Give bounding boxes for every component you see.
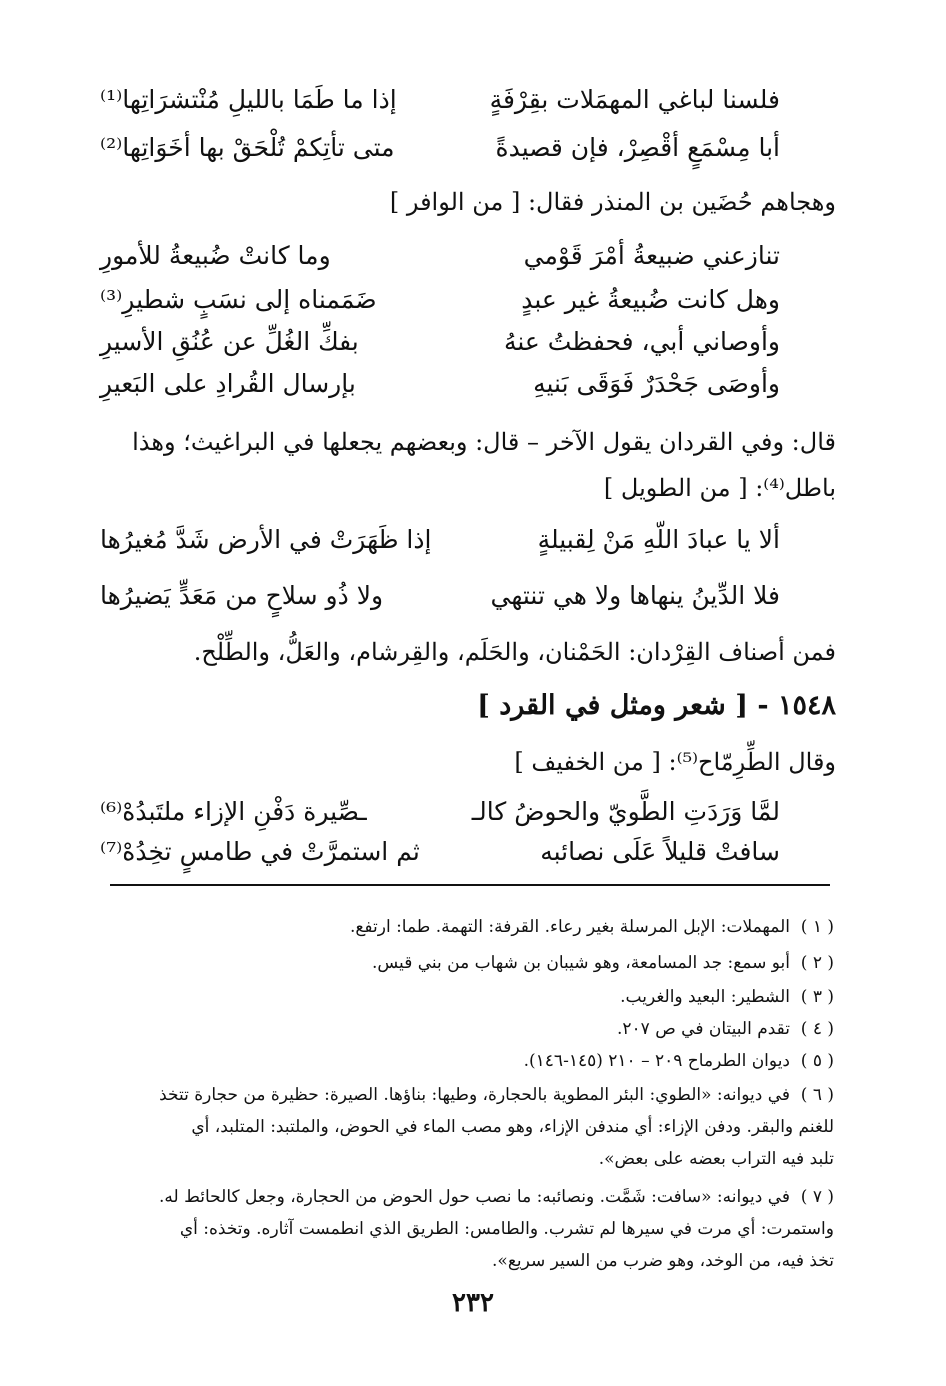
- footnote-text: تقدم البيتان في ص ٢٠٧.: [616, 1019, 790, 1039]
- footnote: [70, 1182, 834, 1278]
- verse-hemistich-first: وأوصاني أبي، فحفظتُ عنهُ: [503, 327, 780, 356]
- footnote-continuation: واستمرت: أي مرت في سيرها لم تشرب. والطامس: الطريق الذي انطمست آثاره. وتخذه: أي: [179, 1219, 834, 1239]
- verse-hemistich-second: إذا ما طَمَا بالليلِ مُنْتشرَاتِها⁽¹⁾: [100, 85, 397, 114]
- verse-hemistich-first: تنازعني ضبيعةُ أمْرَ قَوْمي: [523, 241, 780, 270]
- footnote-text: أبو سمع: جد المسامعة، وهو شيبان بن شهاب من بني قيس.: [371, 953, 790, 973]
- verse-hemistich-second: ولا ذُو سلاحٍ من مَعَدٍّ يَضيرُها: [100, 581, 384, 610]
- verse-line: [100, 520, 780, 560]
- footnote-continuation: تخذ فيه، من الوخد، وهو ضرب من السير سريع».: [492, 1251, 834, 1271]
- footnote-number: ( ٥ ): [800, 1051, 834, 1071]
- verse-hemistich-first: وهل كانت ضُبيعةُ غير عبدٍ: [521, 285, 780, 314]
- verse-hemistich-second: ـصِّيرة دَفْنِ الإزاء ملتَبدُهْ⁽⁶⁾: [100, 797, 367, 826]
- verse-hemistich-first: أبا مِسْمَعٍ أقْصِرْ، فإن قصيدةً: [495, 133, 780, 162]
- prose-line: باطل⁽⁴⁾: [ من الطويل ]: [603, 474, 836, 502]
- verse-hemistich-first: فلا الدِّينُ ينهاها ولا هي تنتهي: [490, 581, 780, 610]
- verse-line: [100, 576, 780, 616]
- verse-hemistich-second: متى تأتِكمْ تُلْحَقْ بها أخَوَاتِها⁽²⁾: [100, 133, 395, 162]
- verse-line: [100, 128, 780, 168]
- footnote-text: المهملات: الإبل المرسلة بغير رعاء. القرفة: التهمة. طما: ارتفع.: [349, 917, 790, 937]
- verse-hemistich-second: بإرسال القُرادِ على البَعيرِ: [100, 369, 356, 398]
- intro-line: وهجاهم حُضَين بن المنذر فقال: [ من الوافر ]: [389, 188, 836, 216]
- footnote-number: ( ٤ ): [800, 1019, 834, 1039]
- intro-line: وقال الطِّرِمّاح⁽⁵⁾: [ من الخفيف ]: [514, 748, 836, 776]
- prose-line: قال: وفي القردان يقول الآخر – قال: وبعضهم يجعلها في البراغيث؛ وهذا: [132, 428, 836, 456]
- verse-hemistich-second: ثم استمرَّتْ في طامسٍ تخِدُهْ⁽⁷⁾: [100, 837, 420, 866]
- footnote-number: ( ٢ ): [800, 953, 834, 973]
- verse-line: [100, 322, 780, 362]
- footnote-text: ديوان الطرماح ٢٠٩ – ٢١٠ (١٤٥-١٤٦).: [523, 1051, 790, 1071]
- page-number: ٢٣٢: [452, 1288, 494, 1318]
- verse-hemistich-second: ضَمَمناه إلى نسَبٍ شطيرِ⁽³⁾: [100, 285, 377, 314]
- footnote-text: الشطير: البعيد والغريب.: [620, 987, 790, 1007]
- verse-hemistich-second: إذا ظَهَرَتْ في الأرض شَدَّ مُغيرُها: [100, 525, 432, 554]
- footnote-text: في ديوانه: «سافت: شَمَّت. ونصائبه: ما نصب حول الحوض من الحجارة، وجعل كالحائط له.: [159, 1187, 790, 1207]
- verse-line: [100, 236, 780, 276]
- section-heading: ١٥٤٨ - [ شعر ومثل في القرد ]: [477, 690, 836, 721]
- footnote-number: ( ٣ ): [800, 987, 834, 1007]
- footnote-continuation: للغنم والبقر. ودفن الإزاء: أي مندفن الإزاء، وهو مصب الماء في الحوض، والملتبد: المتلبد، أي: [191, 1117, 834, 1137]
- verse-line: [100, 364, 780, 404]
- verse-line: [100, 832, 780, 872]
- footnote: [70, 1080, 834, 1176]
- verse-line: [100, 792, 780, 832]
- prose-line: فمن أصناف القِرْدان: الحَمْنان، والحَلَم، والقِرشام، والعَلُّ، والطِّلْح.: [193, 638, 836, 666]
- verse-line: [100, 280, 780, 320]
- footnote-text: في ديوانه: «الطوي: البئر المطوية بالحجارة، وطيها: بناؤها. الصيرة: حظيرة من حجارة تتخذ: [159, 1085, 790, 1105]
- footnote-number: ( ٦ ): [800, 1085, 834, 1105]
- verse-hemistich-first: وأوصَى جَحْدَرٌ فَوَقَى بَنيهِ: [533, 369, 780, 398]
- verse-hemistich-first: لمَّا وَرَدَتِ الطَّويّ والحوضُ كالـ: [471, 797, 780, 826]
- verse-hemistich-first: سافتْ قليلاً عَلَى نصائبه: [540, 837, 780, 866]
- footnote-divider: [110, 884, 830, 886]
- footnote-number: ( ٧ ): [800, 1187, 834, 1207]
- verse-hemistich-second: وما كانتْ ضُبيعةُ للأمورِ: [100, 241, 331, 270]
- verse-line: [100, 80, 780, 120]
- footnote-continuation: تلبد فيه التراب بعضه على بعض».: [598, 1149, 834, 1169]
- footnote-number: ( ١ ): [800, 917, 834, 937]
- verse-hemistich-first: ألا يا عبادَ اللّهِ مَنْ لِقبيلةٍ: [537, 525, 780, 554]
- verse-hemistich-first: فلسنا لباغي المهمَلات بقِرْفَةٍ: [489, 85, 780, 114]
- verse-hemistich-second: بفكِّ الغُلِّ عن عُنُقِ الأسيرِ: [100, 327, 359, 356]
